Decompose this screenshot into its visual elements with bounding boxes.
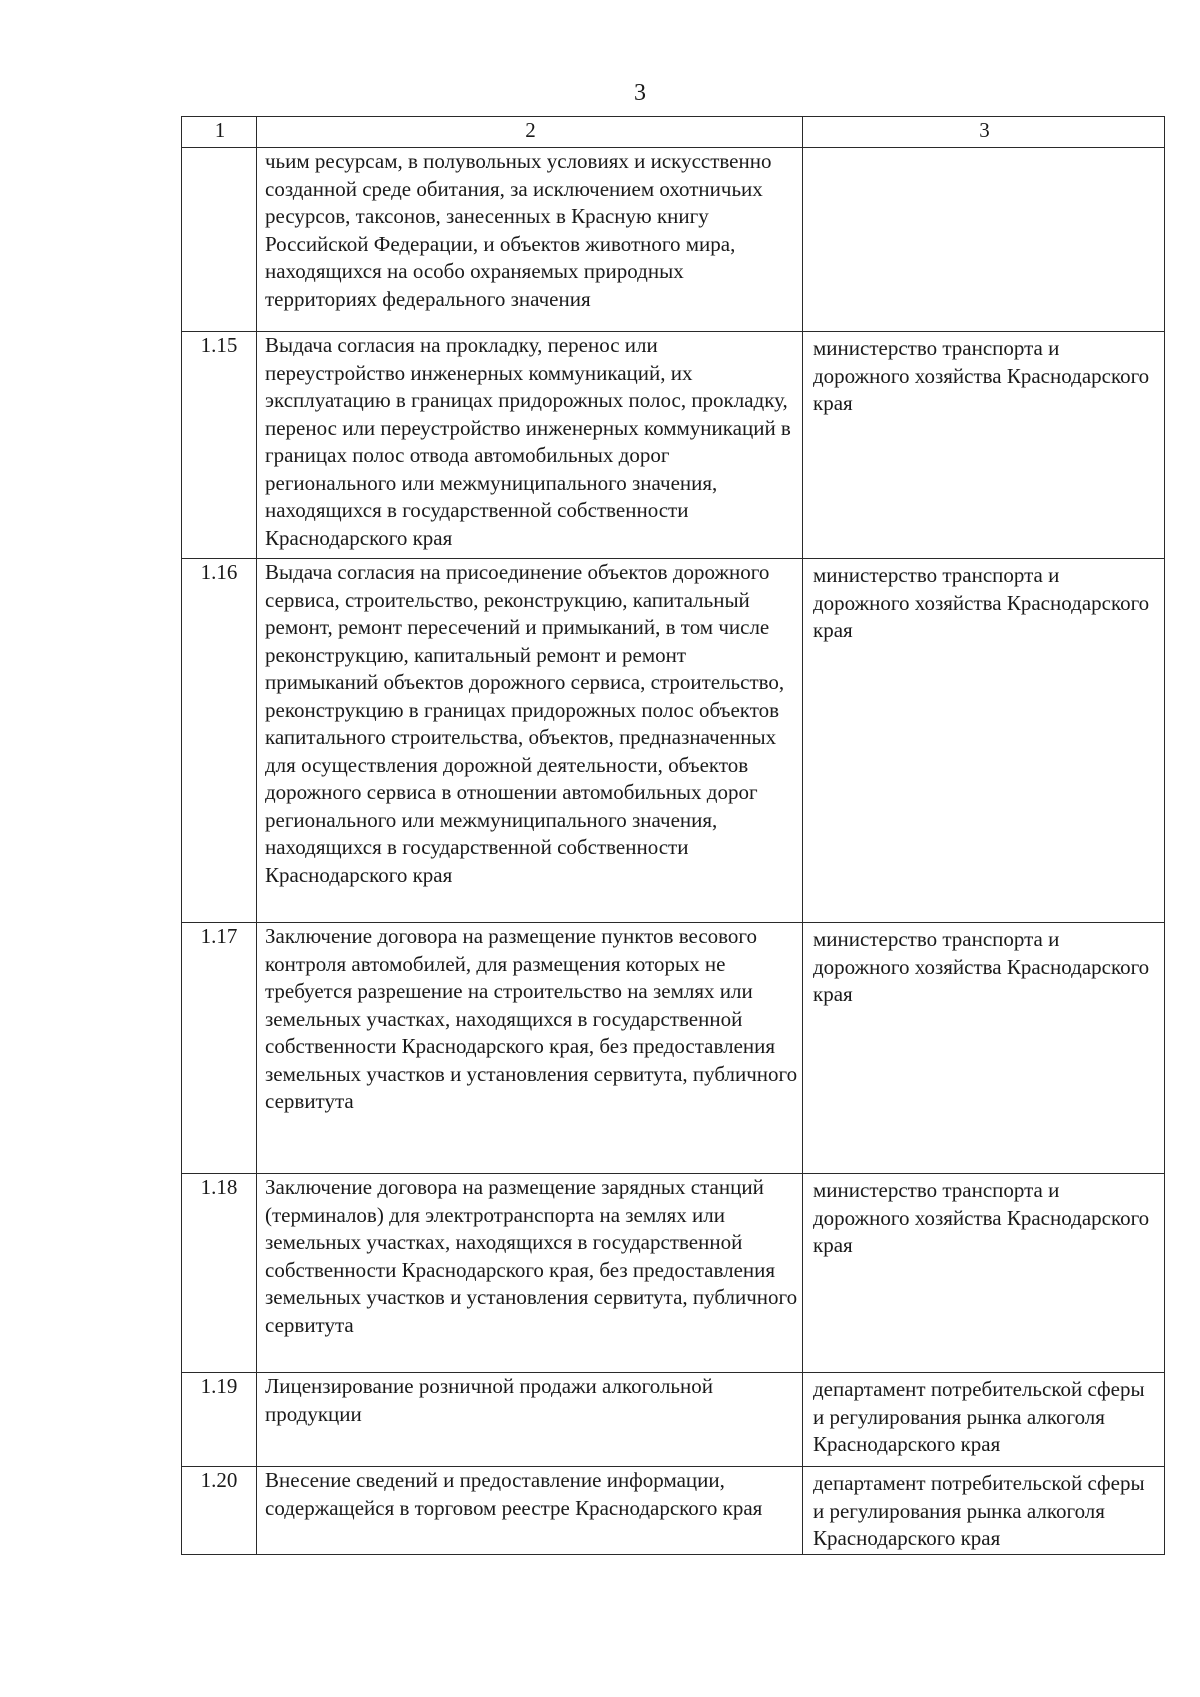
row-number: 1.18 bbox=[182, 1174, 257, 1373]
row-number: 1.20 bbox=[182, 1467, 257, 1555]
service-description: Лицензирование розничной продажи алкогольной продукции bbox=[257, 1373, 803, 1467]
responsible-agency: министерство транспорта и дорожного хозяйства Краснодарского края bbox=[803, 923, 1165, 1174]
row-number: 1.19 bbox=[182, 1373, 257, 1467]
service-description: Выдача согласия на присоединение объектов дорожного сервиса, строительство, реконструкцию, капитальный ремонт, ремонт пересечений и примыканий, в том числе реконструкцию, капитальный ремонт и ремонт примыканий объектов дорожного сервиса, строительство, реконструкцию в границах придорожных полос объектов капитального строительства, объектов, предназначенных для осуществления дорожной деятельности, объектов дорожного сервиса в отношении автомобильных дорог регионального или межмуниципального значения, находящихся в государственной собственности Краснодарского края bbox=[257, 559, 803, 923]
column-header-2: 2 bbox=[257, 117, 803, 148]
page-number: 3 bbox=[634, 80, 646, 106]
service-description: Заключение договора на размещение пунктов весового контроля автомобилей, для размещения которых не требуется разрешение на строительство на землях или земельных участках, находящихся в государственной собственности Краснодарского края, без предоставления земельных участков и установления сервитута, публичного сервитута bbox=[257, 923, 803, 1174]
table-header-row bbox=[182, 117, 1165, 148]
row-number: 1.15 bbox=[182, 332, 257, 559]
table-row bbox=[182, 332, 1165, 559]
row-number: 1.16 bbox=[182, 559, 257, 923]
row-number bbox=[182, 148, 257, 332]
responsible-agency: министерство транспорта и дорожного хозяйства Краснодарского края bbox=[803, 1174, 1165, 1373]
table-row bbox=[182, 148, 1165, 332]
table-row bbox=[182, 1467, 1165, 1555]
service-description: Выдача согласия на прокладку, перенос или переустройство инженерных коммуникаций, их эксплуатацию в границах придорожных полос, прокладку, перенос или переустройство инженерных коммуникаций в границах полос отвода автомобильных дорог регионального или межмуниципального значения, находящихся в государственной собственности Краснодарского края bbox=[257, 332, 803, 559]
table-row bbox=[182, 1174, 1165, 1373]
row-number: 1.17 bbox=[182, 923, 257, 1174]
responsible-agency: министерство транспорта и дорожного хозяйства Краснодарского края bbox=[803, 332, 1165, 559]
column-header-3: 3 bbox=[803, 117, 1165, 148]
services-table bbox=[181, 116, 1165, 1555]
responsible-agency: департамент потребительской сферы и регулирования рынка алкоголя Краснодарского края bbox=[803, 1373, 1165, 1467]
responsible-agency: министерство транспорта и дорожного хозяйства Краснодарского края bbox=[803, 559, 1165, 923]
table-row bbox=[182, 559, 1165, 923]
service-description: чьим ресурсам, в полувольных условиях и искусственно созданной среде обитания, за исключением охотничьих ресурсов, таксонов, занесенных в Красную книгу Российской Федерации, и объектов животного мира, находящихся на особо охраняемых природных территориях федерального значения bbox=[257, 148, 803, 332]
table-row bbox=[182, 1373, 1165, 1467]
responsible-agency: департамент потребительской сферы и регулирования рынка алкоголя Краснодарского края bbox=[803, 1467, 1165, 1555]
service-description: Заключение договора на размещение зарядных станций (терминалов) для электротранспорта на землях или земельных участках, находящихся в государственной собственности Краснодарского края, без предоставления земельных участков и установления сервитута, публичного сервитута bbox=[257, 1174, 803, 1373]
service-description: Внесение сведений и предоставление информации, содержащейся в торговом реестре Краснодарского края bbox=[257, 1467, 803, 1555]
column-header-1: 1 bbox=[182, 117, 257, 148]
table-row bbox=[182, 923, 1165, 1174]
responsible-agency bbox=[803, 148, 1165, 332]
